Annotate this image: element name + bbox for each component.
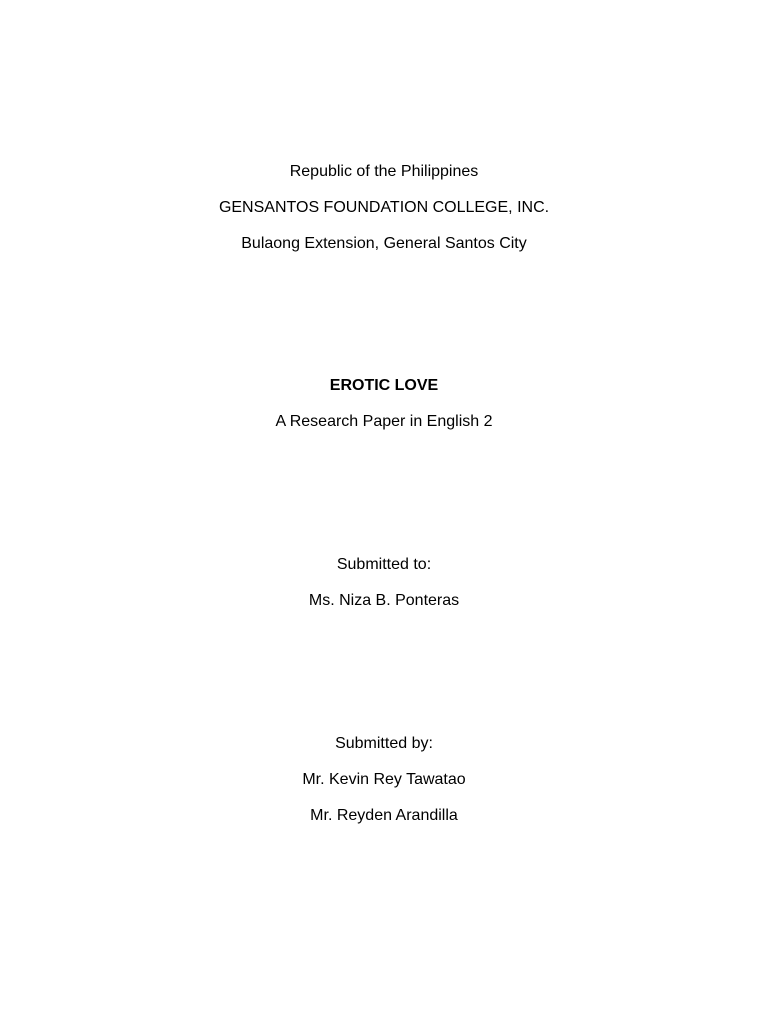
submitted-by-name: Mr. Reyden Arandilla xyxy=(310,807,458,824)
submitted-by-label: Submitted by: xyxy=(335,735,433,752)
country-line: Republic of the Philippines xyxy=(289,163,479,180)
paper-title: EROTIC LOVE xyxy=(329,377,439,394)
paper-subtitle: A Research Paper in English 2 xyxy=(275,413,493,430)
institution-line: GENSANTOS FOUNDATION COLLEGE, INC. xyxy=(218,199,550,216)
submitted-by-name: Mr. Kevin Rey Tawatao xyxy=(302,771,466,788)
submitted-to-label: Submitted to: xyxy=(336,556,432,573)
submitted-to-name: Ms. Niza B. Ponteras xyxy=(308,592,460,609)
address-line: Bulaong Extension, General Santos City xyxy=(241,235,527,252)
